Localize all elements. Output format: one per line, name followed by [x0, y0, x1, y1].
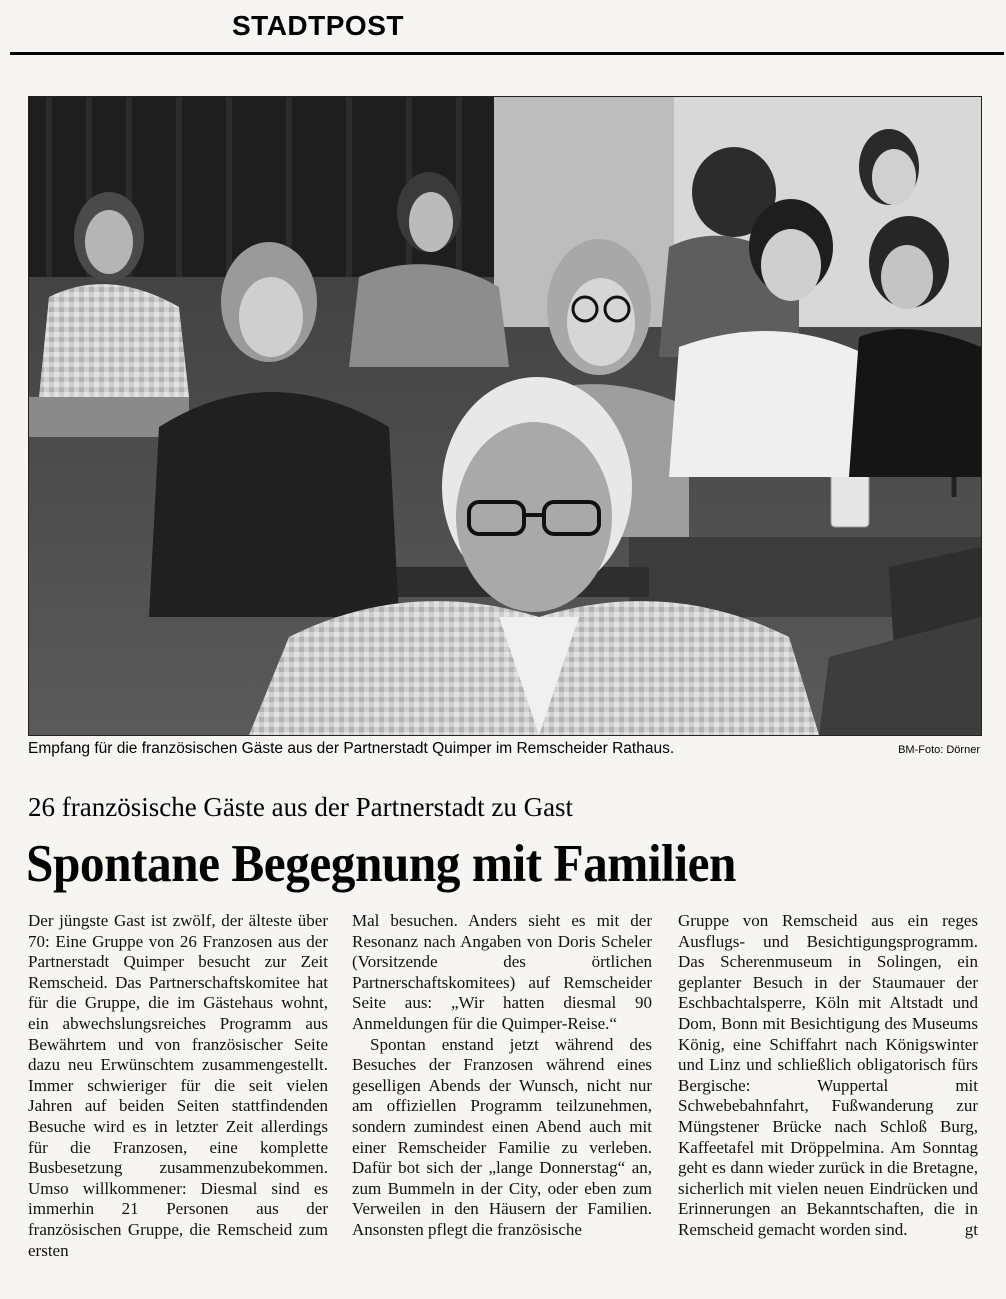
article-headline: Spontane Begegnung mit Familien	[26, 835, 736, 893]
article-photo	[28, 96, 982, 736]
article-column-2	[352, 911, 652, 1241]
paragraph-text: Gruppe von Remscheid aus ein reges Ausflugs- und Besichtigungsprogramm. Das Scherenmuseum in Solingen, ein geplanter Besuch in der Staumauer der Eschbachtalsperre, Köln mit Altstadt und Dom, Bonn mit Besichtigung des Museums König, eine Schiffahrt nach Königswinter und Linz und schließlich obligatorisch fürs Bergische: Wuppertal mit Schwebebahnfahrt, Fußwanderung zur Müngstener Brücke nach Schloß Burg, Kaffeetafel mit Dröppelmina. Am Sonntag geht es dann wieder zurück in die Bretagne, sicherlich mit vielen neuen Eindrücken und Erinnerungen an Bekanntschaften, die in Remscheid gemacht worden sind.	[678, 911, 978, 1239]
paragraph: Der jüngste Gast ist zwölf, der älteste über 70: Eine Gruppe von 26 Franzosen aus der Partnerstadt Quimper besucht zur Zeit Remscheid. Das Partnerschaftskomitee hat für die Gruppe, die im Gästehaus wohnt, ein abwechslungsreiches Programm aus Bewährtem und von französischer Seite dazu neu Erwünschtem zusammengestellt. Immer schwieriger für die seit vielen Jahren auf beiden Seiten stattfindenden Besuche wird es in letzter Zeit allerdings für die Franzosen, eine komplette Busbesetzung zusammenzubekommen. Umso willkommener: Diesmal sind es immerhin 21 Personen aus der französischen Gruppe, die Remscheid zum ersten	[28, 911, 328, 1260]
article-subhead: 26 französische Gäste aus der Partnerstadt zu Gast	[28, 792, 574, 822]
paragraph	[678, 911, 978, 1241]
paragraph: Spontan enstand jetzt während des Besuches der Franzosen während eines geselligen Abends der Wunsch, nicht nur am offiziellen Programm teilzunehmen, sondern zumindest einen Abend auch mit einer Remscheider Familie zu verleben. Dafür bot sich der „lange Donnerstag“ an, zum Bummeln in der City, oder eben zum Verweilen in den Häusern der Familien. Ansonsten pflegt die französische	[352, 1034, 652, 1239]
article-column-3	[678, 911, 978, 1241]
section-title: STADTPOST	[232, 10, 404, 41]
photo-credit: BM-Foto: Dörner	[898, 744, 980, 756]
article-column-1	[28, 911, 328, 1261]
photo-image	[29, 97, 981, 735]
section-rule	[10, 52, 1004, 55]
caption-text: Empfang für die französischen Gäste aus der Partnerstadt Quimper im Remscheider Rathaus.	[28, 740, 675, 757]
paragraph: Mal besuchen. Anders sieht es mit der Resonanz nach Angaben von Doris Scheler (Vorsitzende des örtlichen Partnerschaftskomitees) auf Remscheider Seite aus: „Wir hatten diesmal 90 Anmeldungen für die Quimper-Reise.“	[352, 911, 652, 1033]
author-signature: gt	[964, 1219, 978, 1239]
